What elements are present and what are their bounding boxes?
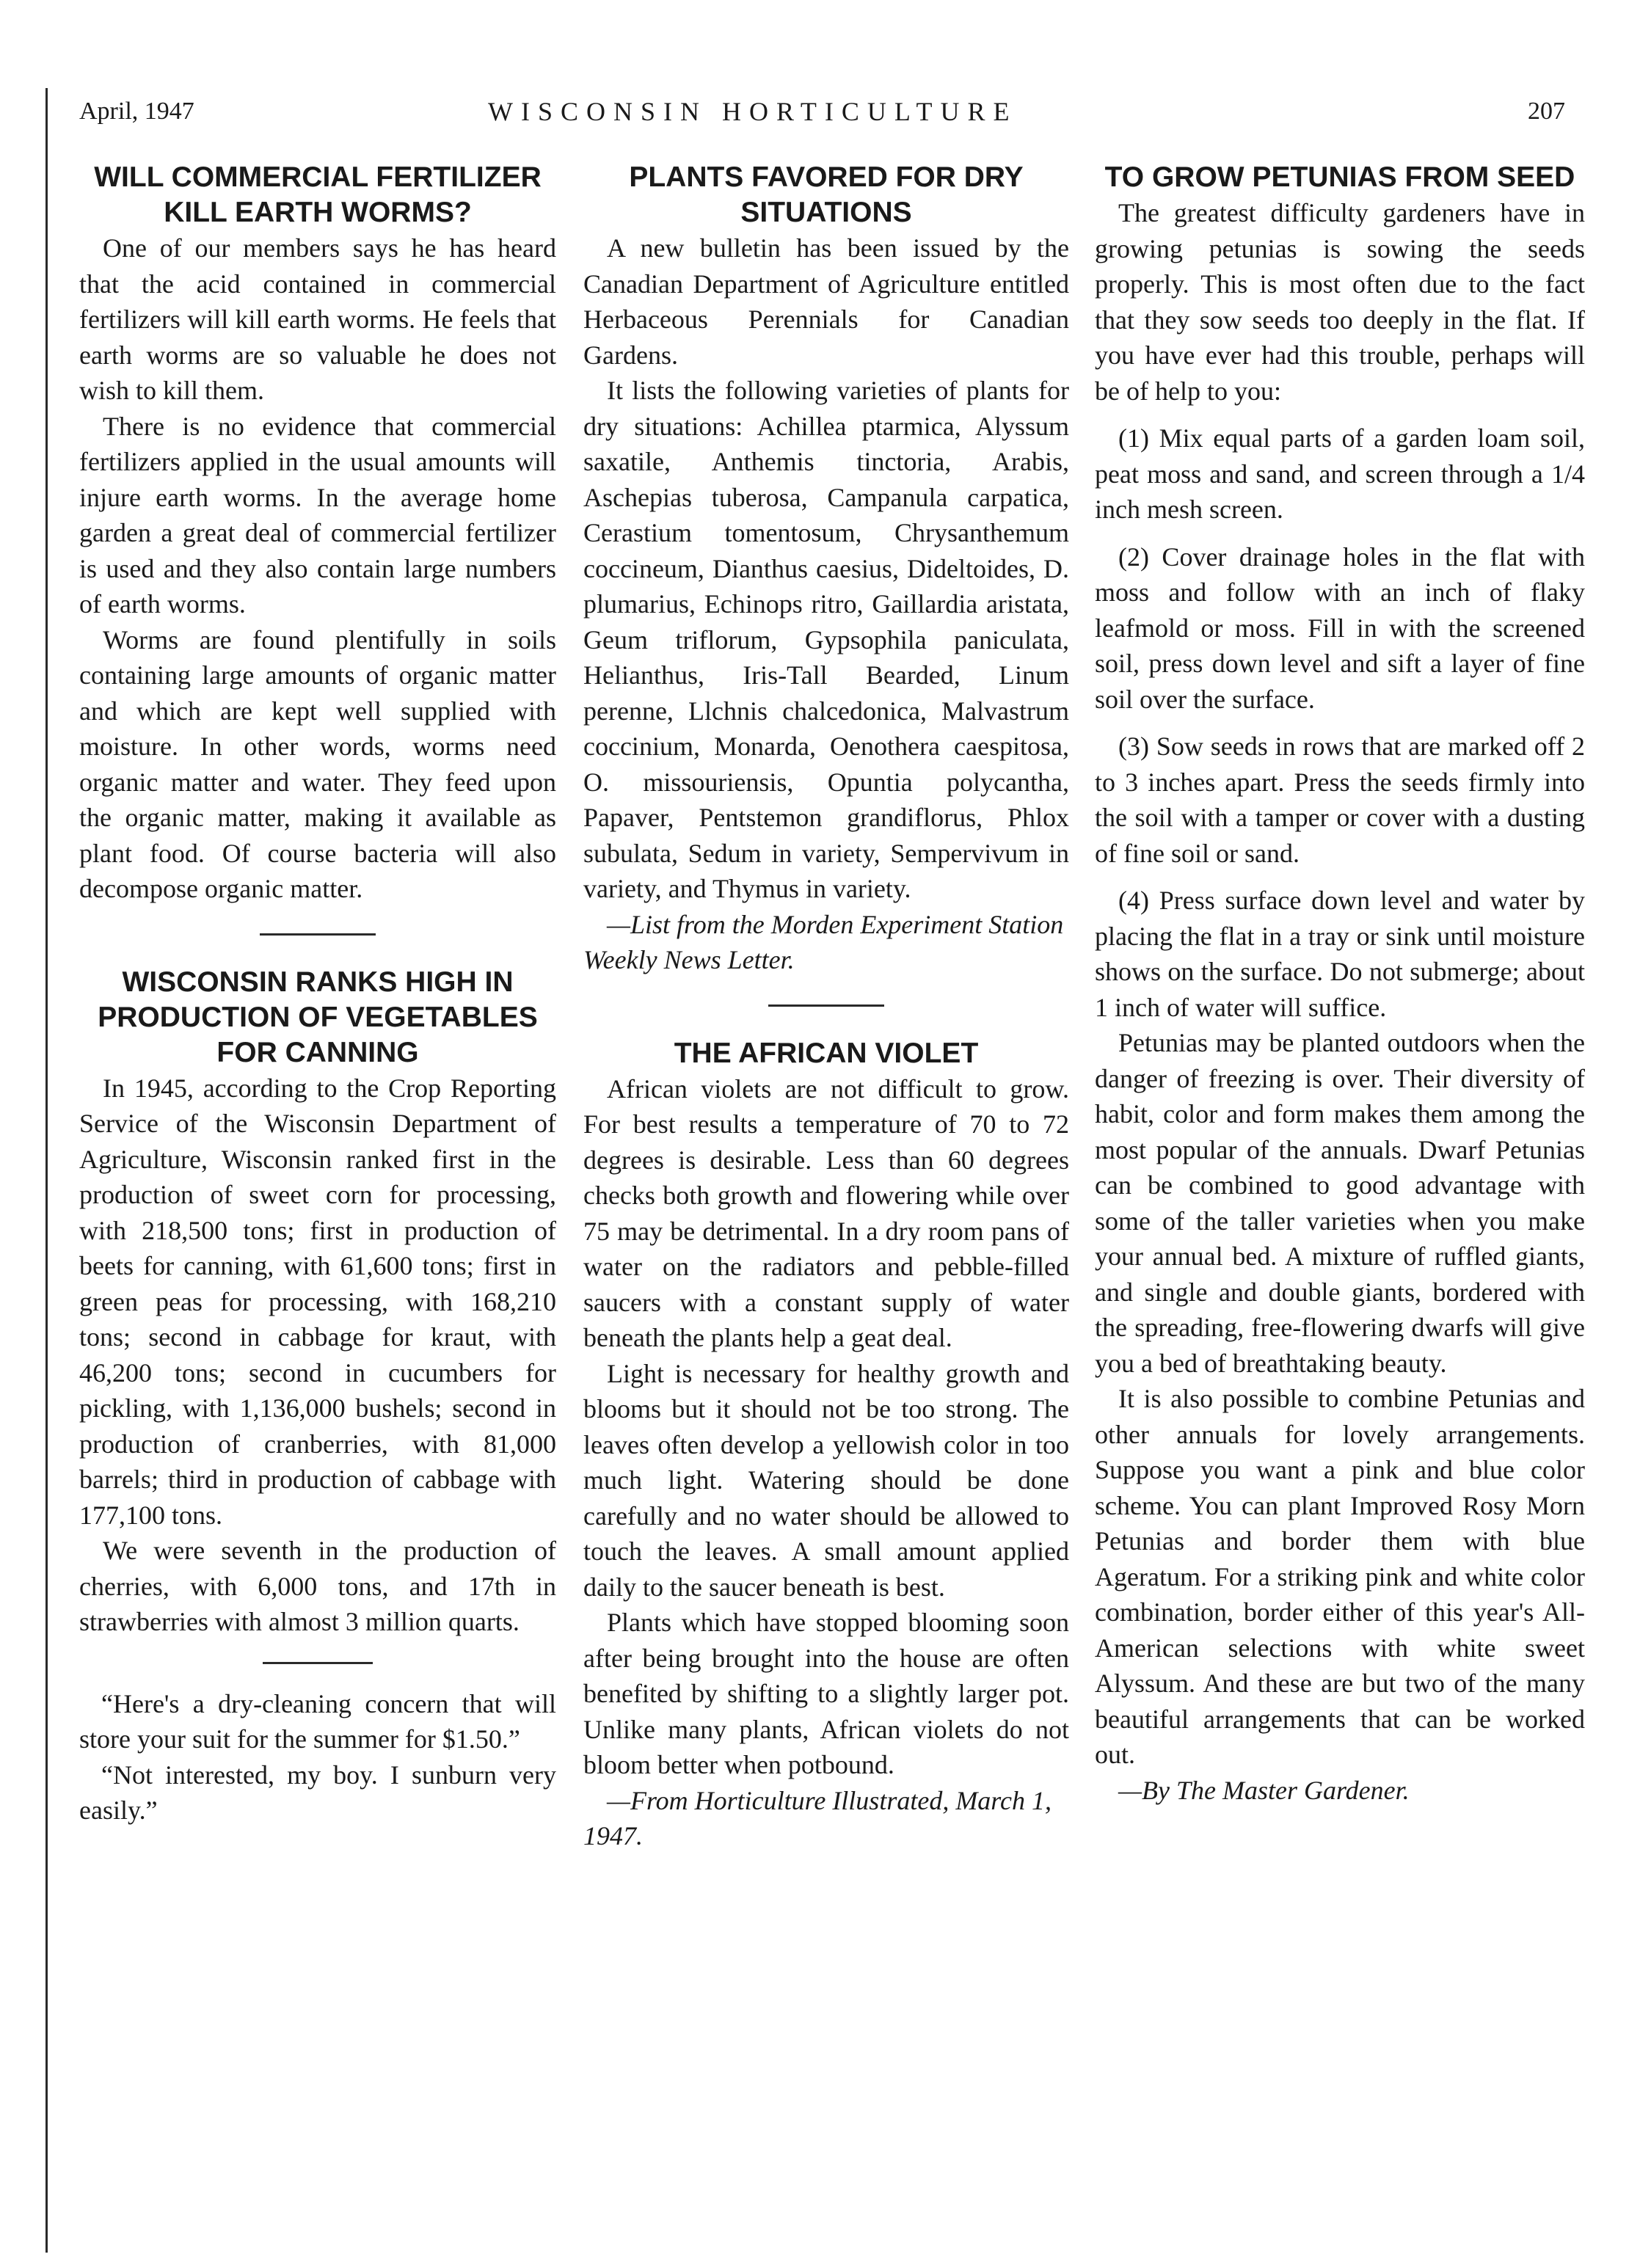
- joke-line: “Here's a dry-cleaning concern that will store your suit for the summer for $1.50.”: [79, 1688, 556, 1754]
- instruction-step: (2) Cover drainage holes in the flat with moss and follow with an inch of flaky leafmold or moss. Fill in with the screened soil, press down level and sift a layer of fine soil over the surface.: [1095, 542, 1585, 714]
- paragraph: The greatest difficulty gardeners have in growing petunias is sowing the seeds properly. This is most often due to the fact that they sow seeds too deeply in the flat. If you have ever had this trouble, perhaps will be of help to you:: [1095, 198, 1585, 406]
- article-source: —From Horticulture Illustrated, March 1, 1947.: [583, 1785, 1052, 1851]
- paragraph: Worms are found plentifully in soils containing large amounts of organic matter and which are kept well supplied with moisture. In other words, worms need organic matter and water. They feed upon the organic matter, making it available as plant food. Of course bacteria will also decompose organic matter.: [79, 624, 556, 903]
- article-source: —List from the Morden Experiment Station Weekly News Letter.: [583, 909, 1064, 974]
- column-2: [583, 160, 1069, 1854]
- page-number: 207: [1528, 98, 1565, 125]
- column-1: [79, 160, 556, 1828]
- instruction-step: (1) Mix equal parts of a garden loam soil, peat moss and sand, and screen through a 1/4 inch mesh screen.: [1095, 423, 1585, 524]
- instruction-step: (3) Sow seeds in rows that are marked off 2 to 3 inches apart. Press the seeds firmly into the soil with a tamper or cover with a dusting of fine soil or sand.: [1095, 732, 1585, 868]
- instruction-step: (4) Press surface down level and water by placing the flat in a tray or sink until moisture shows on the surface. Do not submerge; about 1 inch of water will suffice.: [1095, 886, 1585, 1022]
- article-title-fertilizer-worms: WILL COMMERCIAL FERTILIZER KILL EARTH WORMS?: [94, 161, 542, 228]
- publication-title: WISCONSIN HORTICULTURE: [488, 97, 1018, 126]
- section-divider: [260, 933, 376, 936]
- joke-line: “Not interested, my boy. I sunburn very easily.”: [79, 1760, 556, 1825]
- article-title-african-violet: THE AFRICAN VIOLET: [674, 1037, 979, 1069]
- paragraph: Light is necessary for healthy growth and blooms but it should not be too strong. The leaves often develop a yellowish color in too much light. Watering should be done carefully and no water should be allowed to touch the leaves. A small amount applied daily to the saucer beneath is best.: [583, 1358, 1069, 1602]
- left-margin-rule: [45, 88, 48, 2253]
- column-3: [1095, 160, 1585, 1808]
- issue-date: April, 1947: [79, 98, 194, 125]
- paragraph: We were seventh in the production of cherries, with 6,000 tons, and 17th in strawberries with almost 3 million quarts.: [79, 1536, 556, 1636]
- paragraph: It is also possible to combine Petunias and other annuals for lovely arrangements. Suppose you want a pink and blue color scheme. You can plant Improved Rosy Morn Petunias and border them with blue Ageratum. For a striking pink and white color combination, border either of this year's All-American selections with white sweet Alyssum. And these are but two of the many beautiful arrangements that can be worked out.: [1095, 1384, 1585, 1769]
- article-signature: —By The Master Gardener.: [1118, 1775, 1410, 1805]
- section-divider: [768, 1004, 884, 1007]
- paragraph: In 1945, according to the Crop Reporting Service of the Wisconsin Department of Agriculture, Wisconsin ranked first in the production of sweet corn for processing, with 218,500 tons; first in production of beets for canning, with 61,600 tons; first in green peas for processing, with 168,210 tons; second in cabbage for kraut, with 46,200 tons; second in cucumbers for pickling, with 1,136,000 bushels; second in production of cranberries, with 81,000 barrels; third in production of cabbage with 177,100 tons.: [79, 1073, 556, 1530]
- article-title-wisconsin-ranks: WISCONSIN RANKS HIGH IN PRODUCTION OF VEGETABLES FOR CANNING: [98, 966, 538, 1068]
- paragraph: Plants which have stopped blooming soon after being brought into the house are often benefited by shifting to a slightly larger pot. Unlike many plants, African violets do not bloom better when potbound.: [583, 1608, 1069, 1779]
- article-title-dry-situations: PLANTS FAVORED FOR DRY SITUATIONS: [629, 161, 1024, 228]
- article-title-petunias: TO GROW PETUNIAS FROM SEED: [1104, 161, 1575, 193]
- paragraph: It lists the following varieties of plants for dry situations: Achillea ptarmica, Alyssum saxatile, Anthemis tinctoria, Arabis, Aschepias tuberosa, Campanula carpatica, Cerastium tomentosum, Chrysanthemum coccineum, Dianthus caesius, Dideltoides, D. plumarius, Echinops ritro, Gaillardia aristata, Geum triflorum, Gypsophila paniculata, Helianthus, Iris-Tall Bearded, Linum perenne, Llchnis chalcedonica, Malvastrum coccinium, Monarda, Oenothera caespitosa, O. missouriensis, Opuntia polycantha, Papaver, Pentstemon grandiflorus, Phlox subulata, Sedum in variety, Sempervivum in variety, and Thymus in variety.: [583, 376, 1069, 903]
- paragraph: Petunias may be planted outdoors when the danger of freezing is over. Their diversity of habit, color and form makes them among the most popular of the annuals. Dwarf Petunias can be combined to good advantage with some of the taller varieties when you make your annual bed. A mixture of ruffled giants, and single and double giants, bordered with the spreading, free-flowering dwarfs will give you a bed of breathtaking beauty.: [1095, 1028, 1585, 1378]
- paragraph: African violets are not difficult to grow. For best results a temperature of 70 to 72 degrees is desirable. Less than 60 degrees checks both growth and flowering while over 75 may be detrimental. In a dry room pans of water on the radiators and pebble-filled saucers with a constant supply of water beneath the plants help a geat deal.: [583, 1073, 1069, 1352]
- paragraph: One of our members says he has heard that the acid contained in commercial fertilizers will kill earth worms. He feels that earth worms are so valuable he does not wish to kill them.: [79, 233, 556, 405]
- section-divider: [263, 1662, 373, 1664]
- paragraph: There is no evidence that commercial fertilizers applied in the usual amounts will injure earth worms. In the average home garden a great deal of commercial fertilizer is used and they also contain large numbers of earth worms.: [79, 411, 556, 619]
- paragraph: A new bulletin has been issued by the Canadian Department of Agriculture entitled Herbaceous Perennials for Canadian Gardens.: [583, 233, 1069, 370]
